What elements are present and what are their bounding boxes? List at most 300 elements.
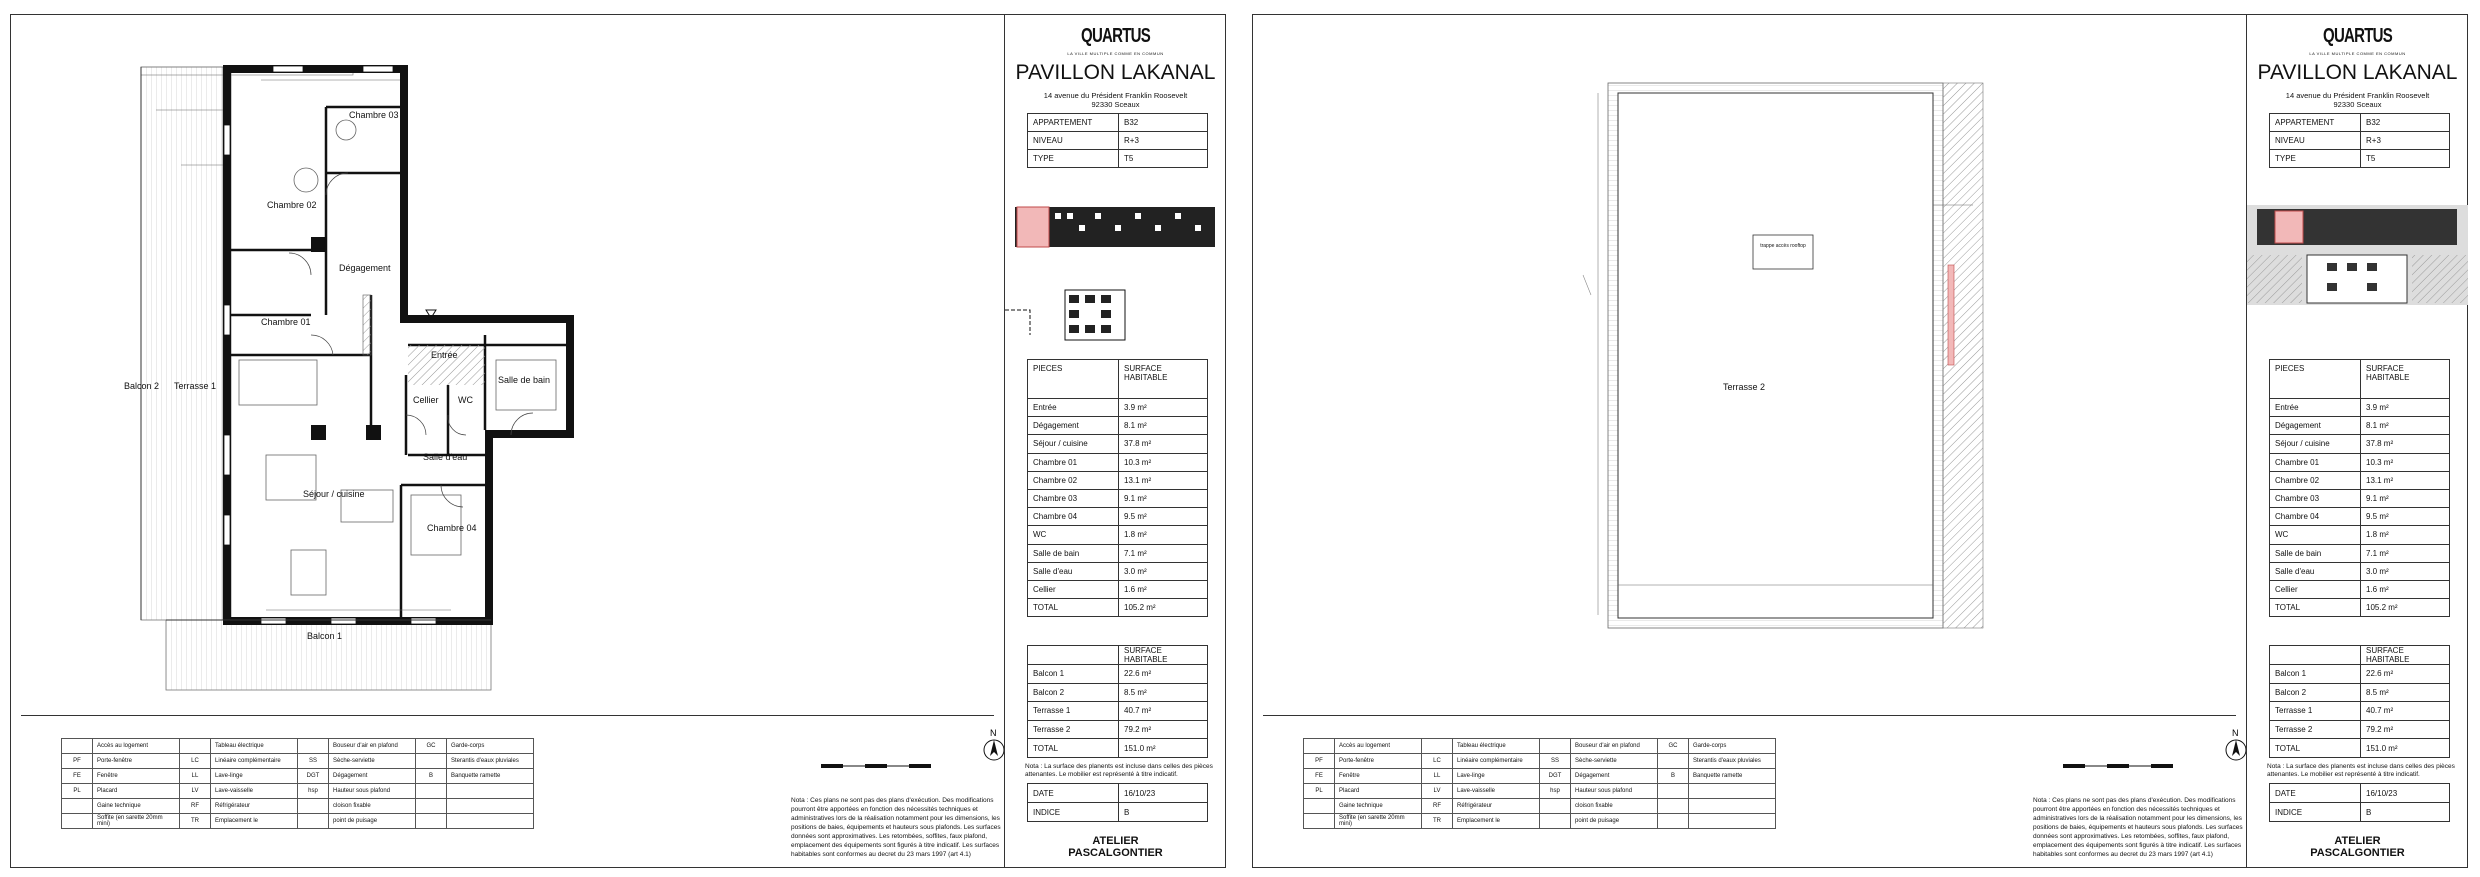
legend-text: Placard — [93, 784, 180, 799]
table-row — [2270, 562, 2450, 580]
legend-symbol — [1304, 814, 1335, 829]
address-line-2: 92330 Sceaux — [2333, 100, 2382, 109]
legend-symbol — [1422, 739, 1453, 754]
row-label: Entrée — [2270, 399, 2361, 417]
legend-text — [447, 784, 534, 799]
row-label: TOTAL — [1028, 599, 1119, 617]
legend-symbol — [416, 814, 447, 829]
legend-row — [1304, 814, 1776, 829]
row-value: T5 — [2361, 150, 2450, 168]
legend-row — [62, 769, 534, 784]
table-row — [2270, 435, 2450, 453]
table-row — [1028, 665, 1208, 684]
table-row — [2270, 417, 2450, 435]
row-value: 10.3 m² — [1119, 453, 1208, 471]
label-sejour-cuisine: Séjour / cuisine — [303, 489, 365, 499]
brand-logo: QUARTUS — [1081, 25, 1150, 47]
legend-text: Sèche-serviette — [329, 754, 416, 769]
table-row — [1028, 544, 1208, 562]
row-value: SURFACE HABITABLE — [1119, 646, 1208, 665]
row-value: 8.1 m² — [2361, 417, 2450, 435]
legend-symbol: LL — [180, 769, 211, 784]
legend-area — [21, 715, 1001, 858]
row-value: 1.8 m² — [1119, 526, 1208, 544]
row-label: Chambre 01 — [1028, 453, 1119, 471]
table-row — [2270, 399, 2450, 417]
row-label: TOTAL — [2270, 739, 2361, 758]
table-row — [2270, 665, 2450, 684]
exterior-area-table — [2269, 645, 2450, 758]
legend-symbol — [180, 739, 211, 754]
legend-symbol: RF — [180, 799, 211, 814]
legend-text: Bouseur d'air en plafond — [329, 739, 416, 754]
roof-plan — [1253, 15, 2246, 715]
key-plan — [1005, 185, 1226, 385]
legend-symbol — [1540, 814, 1571, 829]
plan-sheet-roof — [1252, 14, 2468, 868]
table-row — [2270, 739, 2450, 758]
table-row — [1028, 489, 1208, 507]
legend-text: Emplacement le — [1453, 814, 1540, 829]
panel-note: Nota : La surface des planents est incluse dans celles des pièces attenantes. Le mobilier est représenté à titre indicatif. — [1025, 763, 1213, 778]
date-value: 16/10/23 — [2361, 784, 2450, 803]
table-row — [1028, 526, 1208, 544]
row-value: 13.1 m² — [2361, 471, 2450, 489]
plan-sheet-floor — [10, 14, 1226, 868]
label-trappe: trappe accès rooftop — [1760, 243, 1806, 249]
row-label: TOTAL — [1028, 739, 1119, 758]
row-value: SURFACE HABITABLE — [1119, 360, 1208, 399]
legend-text: Emplacement le — [211, 814, 298, 829]
row-value: 3.9 m² — [1119, 399, 1208, 417]
row-label — [1028, 646, 1119, 665]
table-row — [2270, 646, 2450, 665]
date-table — [1027, 783, 1208, 822]
table-row — [1028, 646, 1208, 665]
legend-symbol — [298, 739, 329, 754]
legend-text: point de puisage — [1571, 814, 1658, 829]
row-label: TOTAL — [2270, 599, 2361, 617]
table-row — [1028, 720, 1208, 739]
legend-symbol: PL — [1304, 784, 1335, 799]
table-row — [2270, 580, 2450, 598]
legend-text — [447, 814, 534, 829]
row-value: 22.6 m² — [2361, 665, 2450, 684]
legend-symbol — [298, 814, 329, 829]
legend-text: Réfrigérateur — [1453, 799, 1540, 814]
legend-row — [62, 754, 534, 769]
row-value: 9.1 m² — [1119, 489, 1208, 507]
legend-symbol: LL — [1422, 769, 1453, 784]
row-value: 7.1 m² — [1119, 544, 1208, 562]
legend-symbol — [62, 739, 93, 754]
legend-text: Sterantis d'eaux pluviales — [447, 754, 534, 769]
row-label: Cellier — [2270, 580, 2361, 598]
row-value: 9.5 m² — [1119, 508, 1208, 526]
balcon2-deck — [141, 67, 223, 620]
legend-text: Accès au logement — [1335, 739, 1422, 754]
legend-text: Garde-corps — [1689, 739, 1776, 754]
legend-symbol: SS — [298, 754, 329, 769]
row-value: T5 — [1119, 150, 1208, 168]
table-row — [1028, 471, 1208, 489]
row-value: R+3 — [2361, 132, 2450, 150]
date-label: DATE — [2270, 784, 2361, 803]
legend-symbol — [416, 784, 447, 799]
row-value: 1.6 m² — [2361, 580, 2450, 598]
label-wc: WC — [458, 395, 473, 405]
index-label: INDICE — [2270, 803, 2361, 822]
table-row — [2270, 150, 2450, 168]
legend-table — [1303, 738, 1776, 829]
table-row — [1028, 360, 1208, 399]
row-label: TYPE — [1028, 150, 1119, 168]
legend-symbol: DGT — [1540, 769, 1571, 784]
row-label: Dégagement — [2270, 417, 2361, 435]
legend-text: Soffite (en sarette 20mm mini) — [93, 814, 180, 829]
row-label: Terrasse 1 — [1028, 702, 1119, 721]
row-value: 1.6 m² — [1119, 580, 1208, 598]
row-label: Chambre 03 — [2270, 489, 2361, 507]
row-label: Terrasse 1 — [2270, 702, 2361, 721]
table-row — [1028, 417, 1208, 435]
table-row — [2270, 720, 2450, 739]
label-cellier: Cellier — [413, 395, 439, 405]
row-label: Chambre 01 — [2270, 453, 2361, 471]
row-value: 10.3 m² — [2361, 453, 2450, 471]
row-value: 37.8 m² — [2361, 435, 2450, 453]
date-table — [2269, 783, 2450, 822]
floor-plan — [11, 15, 1004, 715]
room-area-table — [2269, 359, 2450, 617]
label-balcon-1: Balcon 1 — [307, 631, 343, 641]
index-label: INDICE — [1028, 803, 1119, 822]
date-label: DATE — [1028, 784, 1119, 803]
table-row — [2270, 508, 2450, 526]
legend-text: Lave-linge — [211, 769, 298, 784]
table-row — [1028, 150, 1208, 168]
room-area-table — [1027, 359, 1208, 617]
row-label: Séjour / cuisine — [2270, 435, 2361, 453]
table-row — [2270, 114, 2450, 132]
row-value: 9.1 m² — [2361, 489, 2450, 507]
row-value: 40.7 m² — [2361, 702, 2450, 721]
label-chambre-04: Chambre 04 — [427, 523, 477, 533]
legend-symbol — [416, 799, 447, 814]
apartment-info-table — [2269, 113, 2450, 168]
brand-tagline: LA VILLE MULTIPLE COMME EN COMMUN — [1067, 51, 1164, 56]
row-label: Salle de bain — [2270, 544, 2361, 562]
table-row — [2270, 599, 2450, 617]
label-terrasse-2: Terrasse 2 — [1723, 382, 1766, 392]
legend-text: Lave-vaisselle — [1453, 784, 1540, 799]
row-value: 3.9 m² — [2361, 399, 2450, 417]
row-value: 8.5 m² — [1119, 683, 1208, 702]
legend-symbol: RF — [1422, 799, 1453, 814]
row-value: 3.0 m² — [2361, 562, 2450, 580]
row-value: B32 — [1119, 114, 1208, 132]
legend-text: Linéaire complémentaire — [211, 754, 298, 769]
legend-row — [1304, 799, 1776, 814]
row-label: Séjour / cuisine — [1028, 435, 1119, 453]
row-value: 13.1 m² — [1119, 471, 1208, 489]
legend-text — [447, 799, 534, 814]
legend-text: Hauteur sous plafond — [329, 784, 416, 799]
legend-text: Banquette ramette — [1689, 769, 1776, 784]
legend-symbol — [1658, 784, 1689, 799]
table-row — [2270, 544, 2450, 562]
title-panel — [1004, 15, 1226, 867]
legend-text: Lave-linge — [1453, 769, 1540, 784]
legend-symbol — [1658, 754, 1689, 769]
exterior-area-table — [1027, 645, 1208, 758]
legend-text: Bouseur d'air en plafond — [1571, 739, 1658, 754]
table-row — [1028, 702, 1208, 721]
table-row — [1028, 599, 1208, 617]
table-row — [2270, 526, 2450, 544]
legend-text: Accès au logement — [93, 739, 180, 754]
legend-text: Hauteur sous plafond — [1571, 784, 1658, 799]
project-title: PAVILLON LAKANAL — [2257, 61, 2458, 84]
row-value: 79.2 m² — [2361, 720, 2450, 739]
title-panel — [2246, 15, 2468, 867]
legend-symbol: SS — [1540, 754, 1571, 769]
row-value: 40.7 m² — [1119, 702, 1208, 721]
legend-symbol: B — [1658, 769, 1689, 784]
table-row — [2270, 453, 2450, 471]
row-label: Balcon 1 — [1028, 665, 1119, 684]
legend-symbol: hsp — [298, 784, 329, 799]
table-row — [2270, 683, 2450, 702]
legend-text: Porte-fenêtre — [93, 754, 180, 769]
project-title: PAVILLON LAKANAL — [1015, 61, 1216, 84]
legend-symbol — [62, 799, 93, 814]
row-value: 22.6 m² — [1119, 665, 1208, 684]
row-value: 151.0 m² — [2361, 739, 2450, 758]
legend-text: Garde-corps — [447, 739, 534, 754]
table-row — [2270, 132, 2450, 150]
legend-symbol — [1304, 739, 1335, 754]
legend-symbol — [1540, 799, 1571, 814]
legend-symbol — [1540, 739, 1571, 754]
row-label: Chambre 02 — [2270, 471, 2361, 489]
legend-text: Réfrigérateur — [211, 799, 298, 814]
legend-text: cloison fixable — [1571, 799, 1658, 814]
table-row — [1028, 114, 1208, 132]
legend-row — [1304, 769, 1776, 784]
legend-symbol: LV — [180, 784, 211, 799]
row-label: Chambre 04 — [2270, 508, 2361, 526]
table-row — [2270, 360, 2450, 399]
row-value: 9.5 m² — [2361, 508, 2450, 526]
legend-symbol: B — [416, 769, 447, 784]
row-label: Balcon 1 — [2270, 665, 2361, 684]
legend-symbol: PF — [62, 754, 93, 769]
row-label: PIECES — [1028, 360, 1119, 399]
row-value: 3.0 m² — [1119, 562, 1208, 580]
row-label: APPARTEMENT — [1028, 114, 1119, 132]
legend-text: Gaine technique — [93, 799, 180, 814]
row-label: WC — [1028, 526, 1119, 544]
legend-table — [61, 738, 534, 829]
row-value: 151.0 m² — [1119, 739, 1208, 758]
legend-text: Dégagement — [329, 769, 416, 784]
row-value: B32 — [2361, 114, 2450, 132]
row-value: 7.1 m² — [2361, 544, 2450, 562]
label-terrasse-1: Terrasse 1 — [174, 381, 217, 391]
legend-symbol: FE — [62, 769, 93, 784]
legend-symbol — [62, 814, 93, 829]
row-value: SURFACE HABITABLE — [2361, 360, 2450, 399]
row-label: Cellier — [1028, 580, 1119, 598]
row-label: NIVEAU — [1028, 132, 1119, 150]
row-label: Terrasse 2 — [1028, 720, 1119, 739]
legend-symbol: PF — [1304, 754, 1335, 769]
legend-text: Tableau électrique — [211, 739, 298, 754]
svg-text:N: N — [990, 728, 997, 738]
legend-text: Linéaire complémentaire — [1453, 754, 1540, 769]
label-balcon-2: Balcon 2 — [124, 381, 160, 391]
table-row — [1028, 683, 1208, 702]
legend-symbol: LC — [1422, 754, 1453, 769]
legend-symbol: PL — [62, 784, 93, 799]
row-label: Entrée — [1028, 399, 1119, 417]
legend-text: Banquette ramette — [447, 769, 534, 784]
legend-text: Porte-fenêtre — [1335, 754, 1422, 769]
label-chambre-03: Chambre 03 — [349, 110, 399, 120]
table-row — [1028, 739, 1208, 758]
architect-logo: ATELIER PASCALGONTIER — [2310, 835, 2405, 859]
legend-symbol — [1658, 814, 1689, 829]
table-row — [2270, 489, 2450, 507]
legend-text: Tableau électrique — [1453, 739, 1540, 754]
date-value: 16/10/23 — [1119, 784, 1208, 803]
legend-symbol — [416, 754, 447, 769]
legend-text — [1689, 799, 1776, 814]
row-label: Chambre 02 — [1028, 471, 1119, 489]
table-row — [2270, 471, 2450, 489]
legend-text: Dégagement — [1571, 769, 1658, 784]
legend-row — [62, 814, 534, 829]
legend-symbol: GC — [1658, 739, 1689, 754]
legend-symbol: DGT — [298, 769, 329, 784]
label-entree: Entrée — [431, 350, 458, 360]
row-value: 105.2 m² — [2361, 599, 2450, 617]
label-salle-deau: Salle d'eau — [423, 452, 468, 462]
legend-symbol: LC — [180, 754, 211, 769]
row-value: 37.8 m² — [1119, 435, 1208, 453]
plan-disclaimer: Nota : Ces plans ne sont pas des plans d'exécution. Des modifications pourront être apportées en fonction des nécessités techniques et administratives lors de la réalisation notamment pour les dimensions, les positions de baies, équipements et hauteurs sous plafonds. Les surfaces données sont approximatives. Les retombées, soffites, faux plafond, emplacement des équipements sont figurés à titre indicatif. Les surfaces habitables sont conformes au decret du 23 mars 1997 (art 4.1) — [2033, 797, 2243, 858]
row-value: 8.1 m² — [1119, 417, 1208, 435]
legend-text: point de puisage — [329, 814, 416, 829]
row-label: Salle d'eau — [1028, 562, 1119, 580]
label-chambre-02: Chambre 02 — [267, 200, 317, 210]
row-label: Balcon 2 — [1028, 683, 1119, 702]
row-value: 8.5 m² — [2361, 683, 2450, 702]
row-label: APPARTEMENT — [2270, 114, 2361, 132]
legend-row — [1304, 784, 1776, 799]
address-line-1: 14 avenue du Président Franklin Roosevelt — [1043, 91, 1188, 100]
scale-bar — [821, 756, 941, 776]
legend-row — [62, 739, 534, 754]
table-row — [1028, 580, 1208, 598]
legend-text — [1689, 784, 1776, 799]
legend-text: Fenêtre — [1335, 769, 1422, 784]
row-label: Salle d'eau — [2270, 562, 2361, 580]
apartment-info-table — [1027, 113, 1208, 168]
scale-bar — [2063, 756, 2183, 776]
table-row — [1028, 399, 1208, 417]
architect-logo: ATELIER PASCALGONTIER — [1068, 835, 1163, 859]
row-value: R+3 — [1119, 132, 1208, 150]
row-label: NIVEAU — [2270, 132, 2361, 150]
row-label: Chambre 03 — [1028, 489, 1119, 507]
brand-tagline: LA VILLE MULTIPLE COMME EN COMMUN — [2309, 51, 2406, 56]
table-row — [2270, 702, 2450, 721]
legend-text: Sèche-serviette — [1571, 754, 1658, 769]
legend-symbol: GC — [416, 739, 447, 754]
legend-text: Lave-vaisselle — [211, 784, 298, 799]
legend-text: Gaine technique — [1335, 799, 1422, 814]
legend-text: cloison fixable — [329, 799, 416, 814]
legend-text: Placard — [1335, 784, 1422, 799]
address-line-2: 92330 Sceaux — [1091, 100, 1140, 109]
panel-note: Nota : La surface des planents est incluse dans celles des pièces attenantes. Le mobilier est représenté à titre indicatif. — [2267, 763, 2455, 778]
row-label: Dégagement — [1028, 417, 1119, 435]
legend-text — [1689, 814, 1776, 829]
table-row — [1028, 562, 1208, 580]
legend-row — [1304, 754, 1776, 769]
legend-row — [62, 799, 534, 814]
row-label: Salle de bain — [1028, 544, 1119, 562]
legend-symbol — [1304, 799, 1335, 814]
key-plan — [2247, 185, 2468, 385]
index-value: B — [2361, 803, 2450, 822]
row-value: SURFACE HABITABLE — [2361, 646, 2450, 665]
label-chambre-01: Chambre 01 — [261, 317, 311, 327]
table-row — [1028, 453, 1208, 471]
row-value: 105.2 m² — [1119, 599, 1208, 617]
brand-logo: QUARTUS — [2323, 25, 2392, 47]
table-row — [1028, 508, 1208, 526]
legend-row — [1304, 739, 1776, 754]
legend-area — [1263, 715, 2243, 858]
legend-symbol: FE — [1304, 769, 1335, 784]
row-value: 1.8 m² — [2361, 526, 2450, 544]
legend-symbol: LV — [1422, 784, 1453, 799]
address-line-1: 14 avenue du Président Franklin Roosevelt — [2285, 91, 2430, 100]
legend-text: Fenêtre — [93, 769, 180, 784]
legend-row — [62, 784, 534, 799]
row-label: Terrasse 2 — [2270, 720, 2361, 739]
legend-text: Soffite (en sarette 20mm mini) — [1335, 814, 1422, 829]
legend-symbol: TR — [1422, 814, 1453, 829]
row-label: Chambre 04 — [1028, 508, 1119, 526]
plan-disclaimer: Nota : Ces plans ne sont pas des plans d'exécution. Des modifications pourront être apportées en fonction des nécessités techniques et administratives lors de la réalisation notamment pour les dimensions, les positions de baies, équipements et hauteurs sous plafonds. Les surfaces données sont approximatives. Les retombées, soffites, faux plafond, emplacement des équipements sont figurés à titre indicatif. Les surfaces habitables sont conformes au decret du 23 mars 1997 (art 4.1) — [791, 797, 1001, 858]
row-label — [2270, 646, 2361, 665]
legend-symbol: TR — [180, 814, 211, 829]
table-row — [1028, 435, 1208, 453]
row-label: TYPE — [2270, 150, 2361, 168]
table-row — [1028, 132, 1208, 150]
row-label: Balcon 2 — [2270, 683, 2361, 702]
legend-symbol — [1658, 799, 1689, 814]
row-value: 79.2 m² — [1119, 720, 1208, 739]
row-label: PIECES — [2270, 360, 2361, 399]
index-value: B — [1119, 803, 1208, 822]
legend-symbol: hsp — [1540, 784, 1571, 799]
row-label: WC — [2270, 526, 2361, 544]
